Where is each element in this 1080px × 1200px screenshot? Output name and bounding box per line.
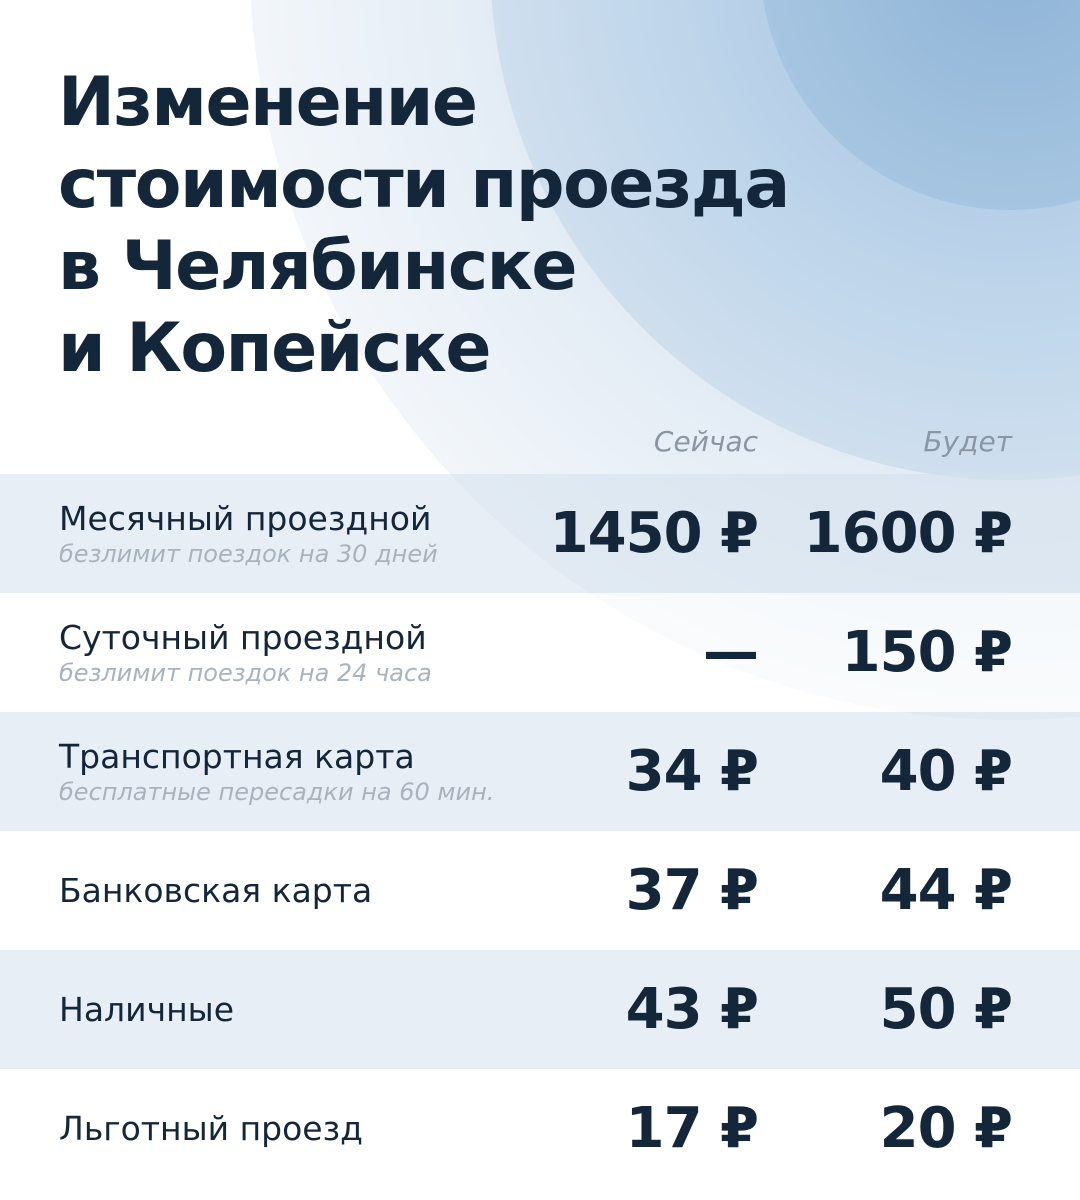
row-label: Банковская карта xyxy=(59,870,373,910)
price-now: — xyxy=(703,620,758,685)
title-line-3: в Челябинске xyxy=(58,227,576,306)
row-label-group xyxy=(59,1069,363,1188)
row-label-group xyxy=(59,474,438,593)
price-future: 1600 ₽ xyxy=(803,501,1012,566)
price-future: 44 ₽ xyxy=(879,858,1012,923)
price-future: 50 ₽ xyxy=(879,977,1012,1042)
fare-row-transport-card xyxy=(0,712,1080,831)
title-line-4: и Копейске xyxy=(58,309,490,388)
price-now: 17 ₽ xyxy=(625,1096,758,1161)
row-label-group xyxy=(59,712,494,831)
row-label: Суточный проездной xyxy=(59,617,427,657)
row-label: Месячный проездной xyxy=(59,498,432,538)
row-sublabel: бесплатные пересадки на 60 мин. xyxy=(59,777,495,806)
title-line-1: Изменение xyxy=(58,63,477,142)
row-label-group xyxy=(59,950,234,1069)
row-sublabel: безлимит поездок на 30 дней xyxy=(59,539,438,568)
column-header-now: Сейчас xyxy=(653,425,758,458)
price-future: 40 ₽ xyxy=(879,739,1012,804)
column-header-future: Будет xyxy=(923,425,1012,458)
fare-row-bank-card xyxy=(0,831,1080,950)
fare-row-discount xyxy=(0,1069,1080,1188)
title-line-2: стоимости проезда xyxy=(58,145,789,224)
row-label: Транспортная карта xyxy=(59,736,415,776)
fare-row-monthly-pass xyxy=(0,474,1080,593)
page-title xyxy=(58,62,1018,390)
fare-row-cash xyxy=(0,950,1080,1069)
row-label-group xyxy=(59,593,432,712)
row-label: Льготный проезд xyxy=(59,1108,363,1148)
row-label-group xyxy=(59,831,372,950)
fare-table xyxy=(0,474,1080,1188)
price-now: 34 ₽ xyxy=(625,739,758,804)
row-sublabel: безлимит поездок на 24 часа xyxy=(59,658,432,687)
price-now: 43 ₽ xyxy=(625,977,758,1042)
price-future: 150 ₽ xyxy=(841,620,1012,685)
row-label: Наличные xyxy=(59,989,235,1029)
price-now: 37 ₽ xyxy=(625,858,758,923)
price-future: 20 ₽ xyxy=(879,1096,1012,1161)
fare-row-daily-pass xyxy=(0,593,1080,712)
price-now: 1450 ₽ xyxy=(549,501,758,566)
